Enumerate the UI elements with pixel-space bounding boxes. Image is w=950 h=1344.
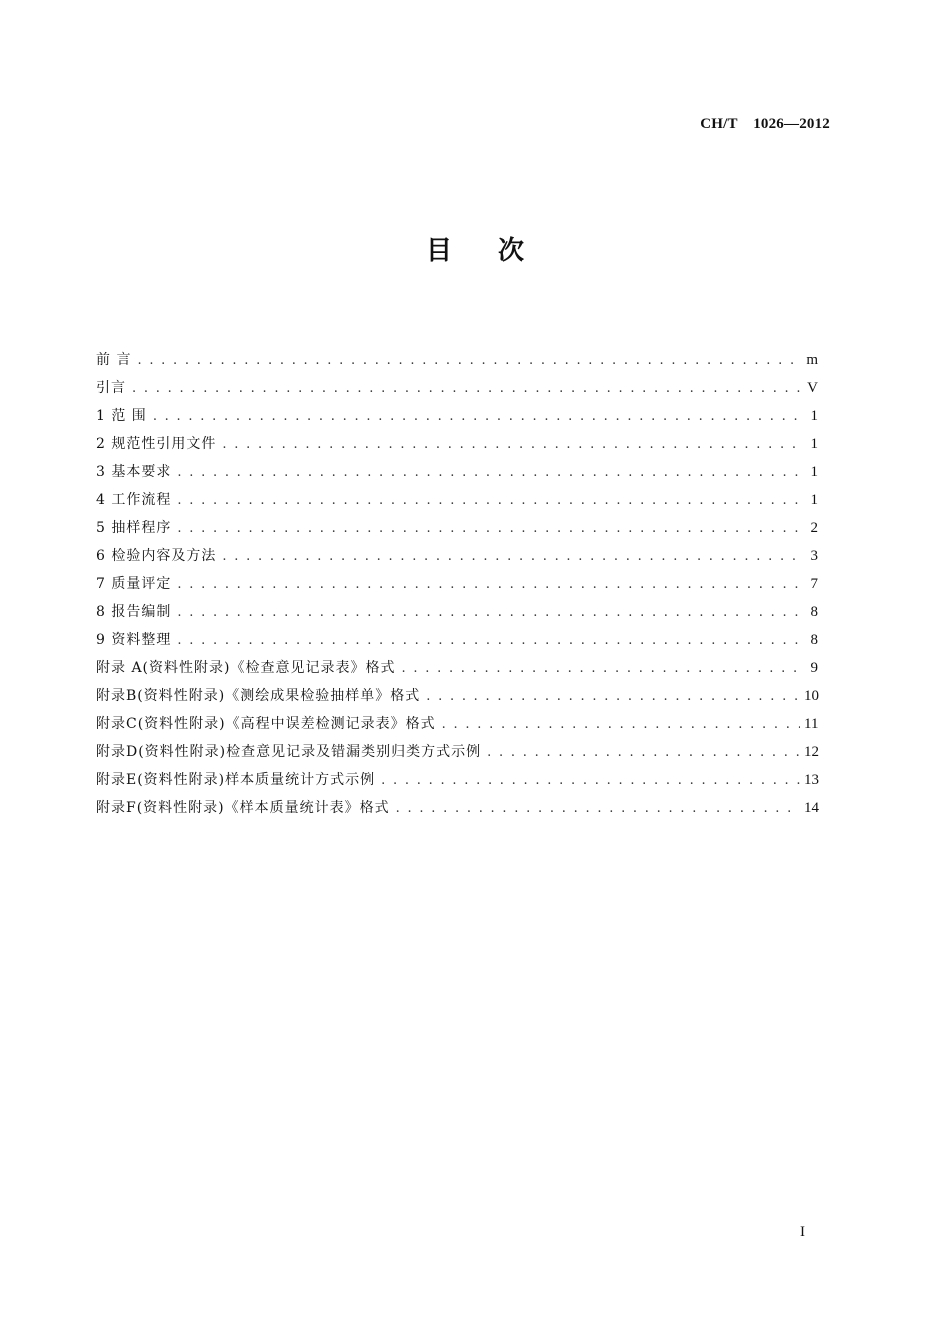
toc-entry-inspection-methods[interactable] <box>96 546 818 574</box>
toc-entry-appendix-d[interactable] <box>96 742 818 770</box>
toc-leader-dots <box>222 435 800 455</box>
toc-entry-label: 8 报告编制 <box>96 604 172 620</box>
toc-entry-page: 3 <box>810 548 818 564</box>
toc-entry-data-arrangement[interactable] <box>96 630 818 658</box>
document-code: CH/T 1026—2012 <box>700 116 830 132</box>
toc-entry-label: 附录C(资料性附录)《高程中误差检测记录表》格式 <box>96 716 436 732</box>
toc-leader-dots <box>442 715 800 735</box>
toc-leader-dots <box>177 491 800 511</box>
toc-leader-dots <box>153 407 800 427</box>
toc-entry-label: 2 规范性引用文件 <box>96 436 217 452</box>
toc-entry-label: 3 基本要求 <box>96 464 172 480</box>
toc-entry-foreword[interactable] <box>96 350 818 378</box>
toc-leader-dots <box>132 379 800 399</box>
toc-leader-dots <box>396 799 800 819</box>
toc-entry-page: 1 <box>810 492 818 508</box>
toc-entry-report-compilation[interactable] <box>96 602 818 630</box>
toc-entry-appendix-e[interactable] <box>96 770 818 798</box>
table-of-contents <box>96 350 818 826</box>
toc-entry-label: 附录F(资料性附录)《样本质量统计表》格式 <box>96 800 390 816</box>
toc-entry-appendix-a[interactable] <box>96 658 818 686</box>
toc-entry-label: 1 范 围 <box>96 408 147 424</box>
toc-entry-workflow[interactable] <box>96 490 818 518</box>
toc-leader-dots <box>177 603 800 623</box>
toc-entry-page: 10 <box>804 688 819 704</box>
toc-entry-appendix-b[interactable] <box>96 686 818 714</box>
toc-entry-page: 9 <box>810 660 818 676</box>
toc-entry-quality-evaluation[interactable] <box>96 574 818 602</box>
toc-entry-page: 11 <box>804 716 819 732</box>
toc-entry-page: 1 <box>810 408 818 424</box>
toc-entry-page: 1 <box>810 436 818 452</box>
toc-leader-dots <box>401 659 800 679</box>
toc-entry-label: 附录B(资料性附录)《测绘成果检验抽样单》格式 <box>96 688 421 704</box>
toc-leader-dots <box>177 519 800 539</box>
toc-entry-page: 12 <box>804 744 819 760</box>
toc-entry-page: 7 <box>810 576 818 592</box>
toc-entry-page: 1 <box>810 464 818 480</box>
toc-entry-label: 附录D(资料性附录)检查意见记录及错漏类别归类方式示例 <box>96 744 482 760</box>
toc-entry-label: 9 资料整理 <box>96 632 172 648</box>
toc-entry-page: V <box>807 380 818 396</box>
toc-entry-appendix-c[interactable] <box>96 714 818 742</box>
toc-entry-appendix-f[interactable] <box>96 798 818 826</box>
toc-entry-label: 附录E(资料性附录)样本质量统计方式示例 <box>96 772 376 788</box>
toc-entry-label: 4 工作流程 <box>96 492 172 508</box>
toc-leader-dots <box>487 743 800 763</box>
page-title <box>0 230 950 267</box>
toc-leader-dots <box>177 575 800 595</box>
toc-entry-basic-requirements[interactable] <box>96 462 818 490</box>
toc-entry-label: 前 言 <box>96 352 132 368</box>
toc-entry-label: 6 检验内容及方法 <box>96 548 217 564</box>
toc-leader-dots <box>426 687 800 707</box>
toc-entry-page: 13 <box>804 772 819 788</box>
toc-entry-page: 8 <box>810 632 818 648</box>
toc-leader-dots <box>177 631 800 651</box>
page-title-part2: 次 <box>498 236 525 266</box>
toc-entry-label: 附录 A(资料性附录)《检查意见记录表》格式 <box>96 660 396 676</box>
toc-entry-page: 2 <box>810 520 818 536</box>
toc-entry-label: 5 抽样程序 <box>96 520 172 536</box>
toc-entry-normative-references[interactable] <box>96 434 818 462</box>
toc-entry-label: 7 质量评定 <box>96 576 172 592</box>
page-title-part1: 目 <box>425 236 452 266</box>
toc-leader-dots <box>137 351 800 371</box>
toc-entry-sampling-procedure[interactable] <box>96 518 818 546</box>
toc-entry-label: 引言 <box>96 380 126 396</box>
toc-entry-page: 14 <box>804 800 819 816</box>
toc-entry-scope[interactable] <box>96 406 818 434</box>
toc-entry-introduction[interactable] <box>96 378 818 406</box>
page-number: I <box>800 1224 805 1240</box>
toc-leader-dots <box>177 463 800 483</box>
toc-entry-page: 8 <box>810 604 818 620</box>
toc-leader-dots <box>222 547 800 567</box>
toc-leader-dots <box>381 771 800 791</box>
toc-entry-page: m <box>806 352 818 368</box>
